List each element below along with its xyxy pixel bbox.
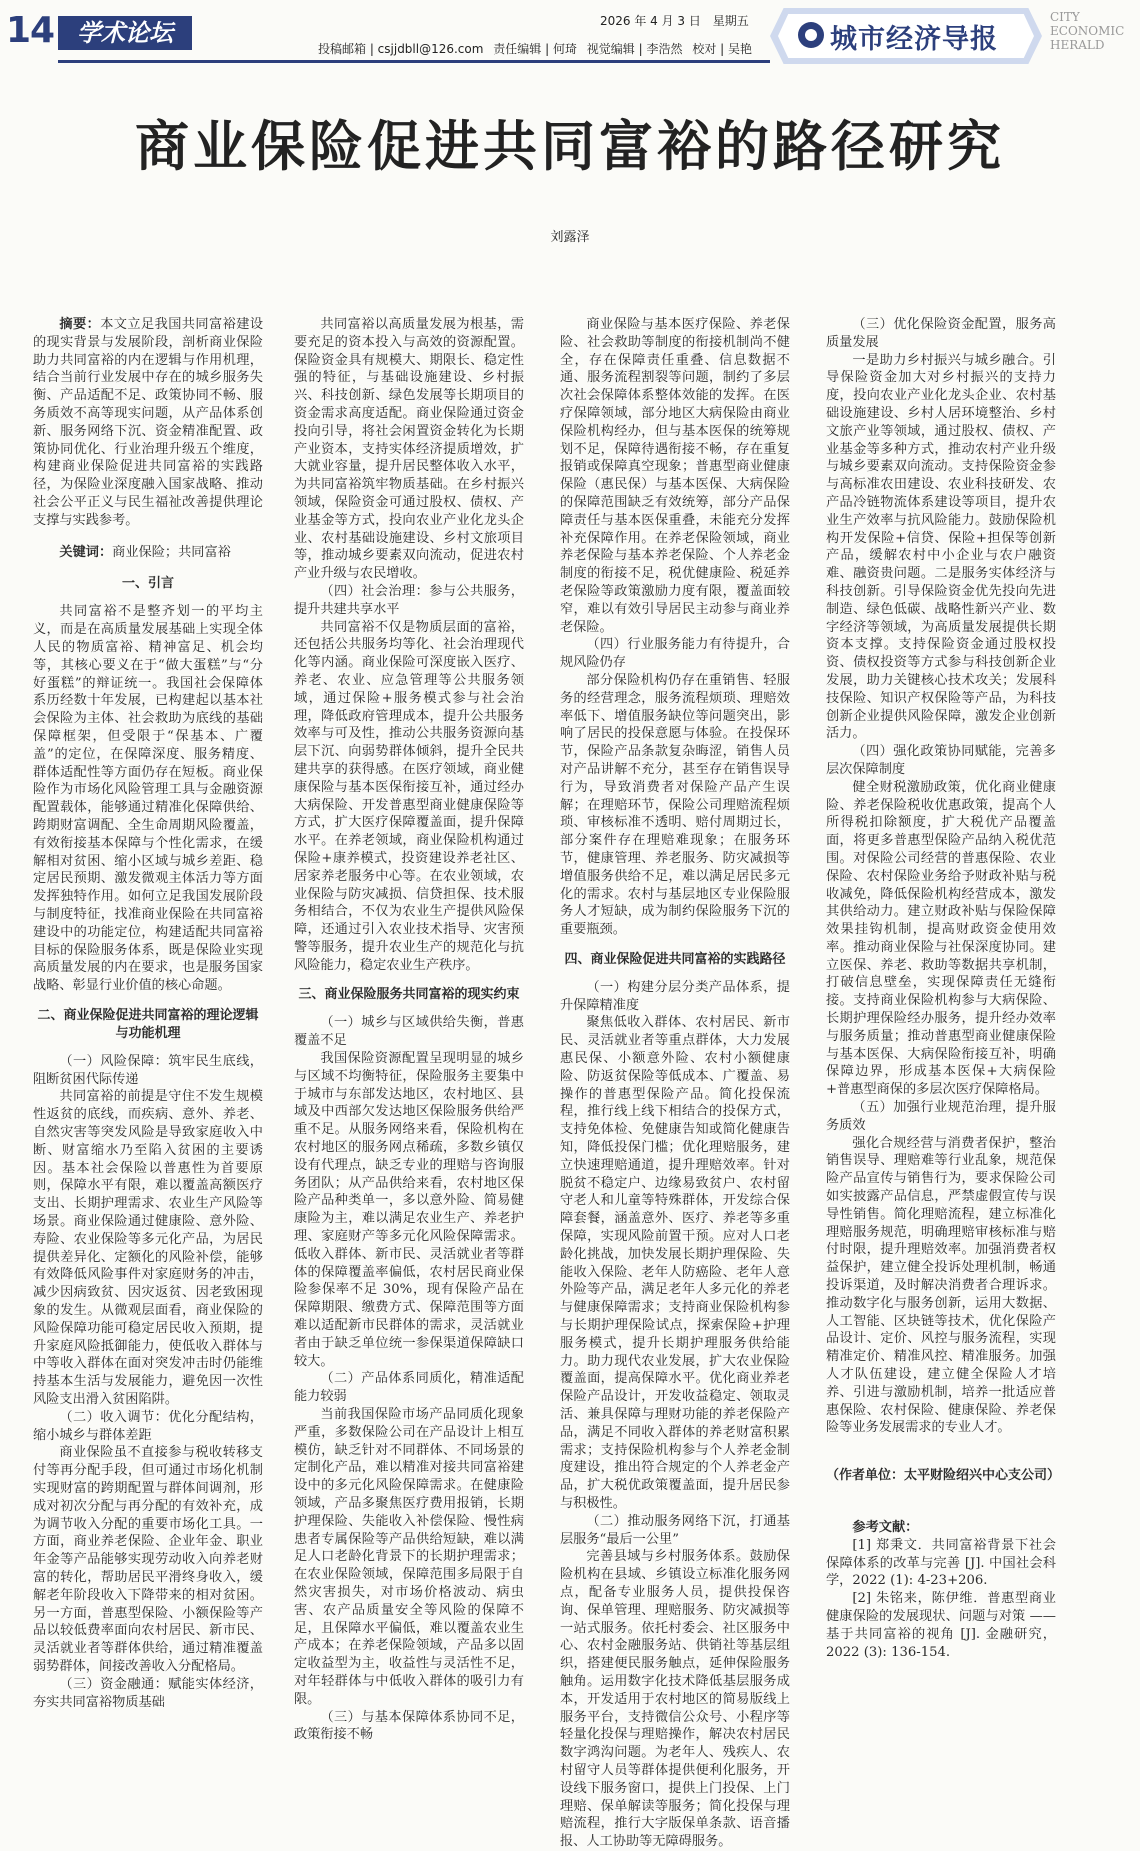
keywords bbox=[33, 544, 263, 562]
paragraph: 共同富裕的前提是守住不发生规模性返贫的底线，而疾病、意外、养老、自然灾害等突发风险是导致家庭收入中断、财富缩水乃至陷入贫困的主要诱因。基本社会保险以普惠性为首要原则，保障水平有限，难以覆盖高额医疗支出、长期护理需求、农业生产风险等场景。商业保险通过健康险、意外险、寿险、农业保险等多元化产品，为居民提供差异化、定额化的风险补偿，能够有效降低风险事件对家庭财务的冲击，减少因病致贫、因灾返贫、因老致困现象的发生。从微观层面看，商业保险的风险保障功能可稳定居民收入预期，提升家庭风险抵御能力，使低收入群体与中等收入群体在面对突发冲击时仍能维持基本生活与发展能力，避免因一次性风险支出滑入贫困陷阱。 bbox=[33, 1089, 263, 1408]
subsection-heading: （三）与基本保障体系协同不足，政策衔接不畅 bbox=[294, 1709, 524, 1743]
page-header bbox=[0, 0, 1140, 74]
masthead-english bbox=[1050, 10, 1138, 52]
article-title: 商业保险促进共同富裕的路径研究 bbox=[135, 114, 1005, 178]
subsection-heading: （二）收入调节：优化分配结构，缩小城乡与群体差距 bbox=[33, 1409, 263, 1443]
abstract bbox=[33, 316, 263, 530]
section-label: 学术论坛 bbox=[58, 16, 192, 50]
visual-editor: 视觉编辑 | 李浩然 bbox=[586, 42, 683, 56]
subsection-heading: （一）城乡与区域供给失衡，普惠覆盖不足 bbox=[294, 1015, 524, 1049]
paragraph: 共同富裕以高质量发展为根基，需要充足的资本投入与高效的资源配置。保险资金具有规模大、期限长、稳定性强的特征，与基础设施建设、乡村振兴、科技创新、绿色发展等长期项目的资金需求高度适配。商业保险通过资金投向引导，将社会闲置资金转化为长期产业资本，支持实体经济提质增效，扩大就业容量，提升居民整体收入水平，为共同富裕筑牢物质基础。在乡村振兴领域，保险资金可通过股权、债权、产业基金等方式，投向农业产业化龙头企业、农村基础设施建设、乡村文旅项目等，推动城乡要素双向流动，促进农村产业升级与农民增收。 bbox=[294, 317, 524, 582]
subsection-heading: （五）加强行业规范治理，提升服务质效 bbox=[826, 1100, 1056, 1133]
paragraph: 一是助力乡村振兴与城乡融合。引导保险资金加大对乡村振兴的支持力度，投向农业产业化龙头企业、农村基础设施建设、乡村人居环境整治、乡村文旅产业等领域，通过股权、债权、产业基金等多种方式，推动农村产业升级与城乡要素双向流动。支持保险资金参与高标准农田建设、农业科技研发、农产品冷链物流体系建设等项目，提升农业生产效率与抗风险能力。鼓励保险机构开发保险+信贷、保险+担保等创新产品，缓解农村中小企业与农户融资难、融资贵问题。二是服务实体经济与科技创新。引导保险资金优先投向先进制造、绿色低碳、战略性新兴产业、数字经济等领域，为高质量发展提供长期资本支撑。支持保险资金通过股权投资、债权投资等方式参与科技创新企业发展，助力关键核心技术攻关；发展科技保险、知识产权保险等产品，为科技创新企业提供风险保障，激发企业创新活力。 bbox=[826, 352, 1056, 742]
section-heading: 一、引言 bbox=[121, 576, 174, 592]
date: 2026 年 4 月 3 日 bbox=[600, 14, 701, 28]
column-1 bbox=[33, 316, 263, 1711]
contribute-email: 投稿邮箱 | csjjdbll@126.com bbox=[318, 42, 484, 56]
reference-item: [2] 朱铭来，陈伊维．普惠型商业健康保险的发展现状、问题与对策 —— 基于共同富裕的视角 [J]. 金融研究，2022 (3): 136-154. bbox=[826, 1591, 1056, 1660]
masthead-en-line: HERALD bbox=[1050, 38, 1105, 52]
section-heading: 二、商业保险促进共同富裕的理论逻辑与功能机理 bbox=[37, 1007, 259, 1041]
subsection-heading: （三）资金融通：赋能实体经济，夯实共同富裕物质基础 bbox=[33, 1676, 263, 1710]
paragraph: 聚焦低收入群体、农村居民、新市民、灵活就业者等重点群体，大力发展惠民保、小额意外险、农村小额健康险、防返贫保险等低成本、广覆盖、易操作的普惠型保险产品。简化投保流程，推行线上线下相结合的投保方式，支持免体检、免健康告知或简化健康告知，降低投保门槛；优化理赔服务，建立快速理赔通道，提升理赔效率。针对脱贫不稳定户、边缘易致贫户、农村留守老人和儿童等特殊群体，开发综合保障套餐，涵盖意外、医疗、养老等多重保障，实现风险前置干预。应对人口老龄化挑战，加快发展长期护理保险、失能收入保险、老年人防癌险、老年人意外险等产品，满足老年人多元化的养老与健康保障需求；支持商业保险机构参与长期护理保险试点，探索保险+护理服务模式，提升长期护理服务供给能力。助力现代农业发展，扩大农业保险覆盖面，提高保障水平。优化商业养老保险产品设计，开发收益稳定、领取灵活、兼具保障与理财功能的养老保险产品，满足不同收入群体的养老财富积累需求；支持保险机构参与个人养老金制度建设，推出符合规定的个人养老金产品，扩大税优政策覆盖面，提升居民参与积极性。 bbox=[560, 1015, 790, 1511]
paragraph: 商业保险与基本医疗保险、养老保险、社会救助等制度的衔接机制尚不健全，存在保障责任重叠、信息数据不通、服务流程割裂等问题，制约了多层次社会保障体系整体效能的发挥。在医疗保障领域，部分地区大病保险由商业保险机构经办，但与基本医保的统筹规划不足，保障待遇衔接不畅，存在重复报销或保障真空现象；普惠型商业健康保险（惠民保）与基本医保、大病保险的保障范围缺乏有效统筹，部分产品保障责任与基本医保重叠，未能充分发挥补充保障作用。在养老保险领域，商业养老保险与基本养老保险、个人养老金制度的衔接不足，税优健康险、税延养老保险等政策激励力度有限，覆盖面较窄，难以有效引导居民主动参与商业养老保险。 bbox=[560, 317, 790, 635]
section-heading: 三、商业保险服务共同富裕的现实约束 bbox=[298, 987, 520, 1003]
editorial-info bbox=[318, 40, 758, 57]
paragraph: 共同富裕不是整齐划一的平均主义，而是在高质量发展基础上实现全体人民的物质富裕、精神富足、机会均等，其核心要义在于“做大蛋糕”与“分好蛋糕”的辩证统一。我国社会保障体系历经数十年发展，已构建起以基本社会保险为主体、社会救助为底线的基础保障框架，但受限于“保基本、广覆盖”的定位，在保障深度、服务精度、群体适配性等方面仍存在短板。商业保险作为市场化风险管理工具与金融资源配置载体，能够通过精准化保障供给、跨期财富调配、全生命周期风险覆盖，有效衔接基本保障与个性化需求，在缓解相对贫困、缩小区域与城乡差距、稳定居民预期、激发微观主体活力等方面发挥独特作用。如何立足我国发展阶段与制度特征，找准商业保险在共同富裕建设中的功能定位，构建适配共同富裕目标的保险服务体系，既是保险业实现高质量发展的内在要求，也是服务国家战略、彰显行业价值的核心命题。 bbox=[33, 604, 263, 994]
paragraph: 健全财税激励政策，优化商业健康险、养老保险税收优惠政策，提高个人所得税扣除额度，扩大税优产品覆盖面，将更多普惠型保险产品纳入税优范围。对保险公司经营的普惠保险、农业保险、农村保险业务给予财政补贴与税收减免，降低保险机构经营成本，激发其供给动力。建立财政补贴与保险保障效果挂钩机制，提高财政资金使用效率。推动商业保险与社保深度协同。建立医保、养老、救助等数据共享机制，打破信息壁垒，实现保障责任无缝衔接。支持商业保险机构参与大病保险、长期护理保险经办服务，提升经办效率与服务质量；推动普惠型商业健康保险与基本医保、大病保险衔接互补，明确保障边界，形成基本医保+大病保险+普惠型商保的多层次医疗保障格局。 bbox=[826, 779, 1056, 1098]
subsection-heading: （二）产品体系同质化，精准适配能力较弱 bbox=[294, 1371, 524, 1405]
issue-date bbox=[600, 12, 757, 29]
masthead-en-line: CITY bbox=[1050, 10, 1080, 24]
subsection-heading: （四）强化政策协同赋能，完善多层次保障制度 bbox=[826, 744, 1056, 777]
abstract-text: 本文立足我国共同富裕建设的现实背景与发展阶段，剖析商业保险助力共同富裕的内在逻辑与作用机理，结合当前行业发展中存在的城乡服务失衡、产品适配不足、政策协同不畅、服务质效不高等现实问题，从产品体系创新、服务网络下沉、资金精准配置、政策协同优化、行业治理升级五个维度，构建商业保险促进共同富裕的实践路径，为保险业深度融入国家战略、推动社会公平正义与民生福祉改善提供理论支撑与实践参考。 bbox=[33, 317, 264, 528]
abstract-label: 摘要： bbox=[59, 317, 101, 332]
paragraph: 强化合规经营与消费者保护，整治销售误导、理赔难等行业乱象，规范保险产品宣传与销售行为，要求保险公司如实披露产品信息，严禁虚假宣传与误导性销售。简化理赔流程，建立标准化理赔服务规范，明确理赔审核标准与赔付时限，提升理赔效率。加强消费者权益保护，建立健全投诉处理机制，畅通投诉渠道，及时解决消费者合理诉求。推动数字化与服务创新，运用大数据、人工智能、区块链等技术，优化保险产品设计、定价、风控与服务流程，实现精准定价、精准风控、精准服务。加强人才队伍建设，建立健全保险人才培养、引进与激励机制，培养一批适应普惠保险、农村保险、健康保险、养老保险等业务发展需求的专业人才。 bbox=[826, 1135, 1056, 1436]
references-heading: 参考文献： bbox=[852, 1520, 919, 1535]
subsection-heading: （一）风险保障：筑牢民生底线，阻断贫困代际传递 bbox=[33, 1053, 263, 1087]
subsection-heading: （一）构建分层分类产品体系，提升保障精准度 bbox=[560, 979, 790, 1013]
section-heading: 四、商业保险促进共同富裕的实践路径 bbox=[564, 951, 786, 967]
masthead-title: 城市经济导报 bbox=[830, 24, 998, 55]
page-number: 14 bbox=[6, 10, 55, 51]
paragraph: 完善县域与乡村服务体系。鼓励保险机构在县域、乡镇设立标准化服务网点，配备专业服务人员，提供投保咨询、保单管理、理赔服务、防灾减损等一站式服务。依托村委会、社区服务中心、农村金融服务站、供销社等基层组织，搭建便民服务触点，延伸保险服务触角。运用数字化技术降低基层服务成本，开发适用于农村地区的简易版线上服务平台，支持微信公众号、小程序等轻量化投保与理赔操作，解决农村居民数字鸿沟问题。为老年人、残疾人、农村留守人员等群体提供便利化服务，开设线下服务窗口，提供上门投保、上门理赔、保单解读等服务；简化投保与理赔流程，推行大字版保单条款、语音播报、人工协助等无障碍服务。 bbox=[560, 1549, 790, 1850]
keywords-text: 商业保险；共同富裕 bbox=[112, 544, 231, 560]
paragraph: 共同富裕不仅是物质层面的富裕，还包括公共服务均等化、社会治理现代化等内涵。商业保险可深度嵌入医疗、养老、农业、应急管理等公共服务领域，通过保险+服务模式参与社会治理，降低政府管理成本，提升公共服务效率与可及性，推动公共服务资源向基层下沉、向弱势群体倾斜，提升全民共建共享的获得感。在医疗领域，商业健康保险与基本医保衔接互补，通过经办大病保险、开发普惠型商业健康保险等方式，扩大医疗保障覆盖面，提升保障水平。在养老领域，商业保险机构通过保险+康养模式，投资建设养老社区、居家养老服务中心等。在农业领域，农业保险与防灾减损、信贷担保、技术服务相结合，不仅为农业生产提供风险保障，还通过引入农业技术指导、灾害预警等服务，提升农业生产的规范化与抗风险能力，稳定农业生产秩序。 bbox=[294, 619, 524, 973]
masthead-en-line: ECONOMIC bbox=[1050, 24, 1125, 38]
header-rule bbox=[58, 60, 770, 63]
paragraph: 我国保险资源配置呈现明显的城乡与区域不均衡特征，保险服务主要集中于城市与东部发达地区，农村地区、县域及中西部欠发达地区保险服务供给严重不足。从服务网络来看，保险机构在农村地区的服务网点稀疏，多数乡镇仅设有代理点，缺乏专业的理赔与咨询服务团队；从产品供给来看，农村地区保险产品种类单一，多以意外险、简易健康险为主，难以满足农业生产、养老护理、家庭财产等多元化风险保障需求。低收入群体、新市民、灵活就业者等群体的保障覆盖率偏低，农村居民商业保险参保率不足 30%，现有保险产品在保障期限、缴费方式、保障范围等方面难以适配新市民群体的需求，灵活就业者由于缺乏单位统一参保渠道保障缺口较大。 bbox=[294, 1051, 524, 1369]
column-3 bbox=[560, 316, 790, 1851]
paragraph: 部分保险机构仍存在重销售、轻服务的经营理念，服务流程烦琐、理赔效率低下、增值服务缺位等问题突出，影响了居民的投保意愿与体验。在投保环节，保险产品条款复杂晦涩，销售人员对产品讲解不充分，甚至存在销售误导行为，导致消费者对保险产品产生误解；在理赔环节，保险公司理赔流程烦琐、审核标准不透明、赔付周期过长，部分案件存在理赔难现象；在服务环节，健康管理、养老服务、防灾减损等增值服务供给不足，难以满足居民多元化的需求。农村与基层地区专业保险服务人才短缺，成为制约保险服务下沉的重要瓶颈。 bbox=[560, 672, 790, 938]
logo-icon bbox=[798, 22, 824, 48]
masthead bbox=[770, 8, 1042, 64]
subsection-heading: （四）社会治理：参与公共服务，提升共建共享水平 bbox=[294, 583, 524, 617]
paragraph: 当前我国保险市场产品同质化现象严重，多数保险公司在产品设计上相互模仿，缺乏针对不同群体、不同场景的定制化产品，难以精准对接共同富裕建设中的多元化风险保障需求。在健康险领域，产品多聚焦医疗费用报销，长期护理保险、失能收入补偿保险、慢性病患者专属保险等产品供给短缺，难以满足人口老龄化背景下的长期护理需求；在农业保险领域，保障范围多局限于自然灾害损失，对市场价格波动、病虫害、农产品质量安全等风险的保障不足，且保障水平偏低，难以覆盖农业生产成本；在养老保险领域，产品多以固定收益型为主，收益性与灵活性不足，对年轻群体与中低收入群体的吸引力有限。 bbox=[294, 1407, 524, 1707]
subsection-heading: （二）推动服务网络下沉，打通基层服务“最后一公里” bbox=[560, 1513, 790, 1547]
subsection-heading: （三）优化保险资金配置，服务高质量发展 bbox=[826, 317, 1056, 350]
reference-item: [1] 郑秉文．共同富裕背景下社会保障体系的改革与完善 [J]. 中国社会科学，2022 (1): 4-23+206. bbox=[826, 1537, 1056, 1589]
column-2 bbox=[294, 316, 524, 1744]
article-author: 刘露泽 bbox=[550, 230, 590, 245]
proofreader: 校对 | 吴艳 bbox=[692, 42, 752, 56]
paragraph: 商业保险虽不直接参与税收转移支付等再分配手段，但可通过市场化机制实现财富的跨期配置与群体间调剂，形成对初次分配与再分配的有效补充，成为调节收入分配的重要市场化工具。一方面，商业养老保险、企业年金、职业年金等产品能够实现劳动收入向养老财富的转化，帮助居民平滑终身收入，缓解老年阶段收入下降带来的相对贫困。另一方面，普惠型保险、小额保险等产品以较低费率面向农村居民、新市民、灵活就业者等群体供给，通过精准覆盖弱势群体，间接改善收入分配格局。 bbox=[33, 1445, 263, 1674]
column-4 bbox=[826, 316, 1061, 1661]
subsection-heading: （四）行业服务能力有待提升，合规风险仍存 bbox=[560, 637, 790, 671]
keywords-label: 关键词： bbox=[59, 544, 113, 560]
author-unit: （作者单位：太平财险绍兴中心支公司） bbox=[826, 1468, 1061, 1484]
weekday: 星期五 bbox=[712, 14, 749, 28]
editor: 责任编辑 | 何琦 bbox=[493, 42, 577, 56]
